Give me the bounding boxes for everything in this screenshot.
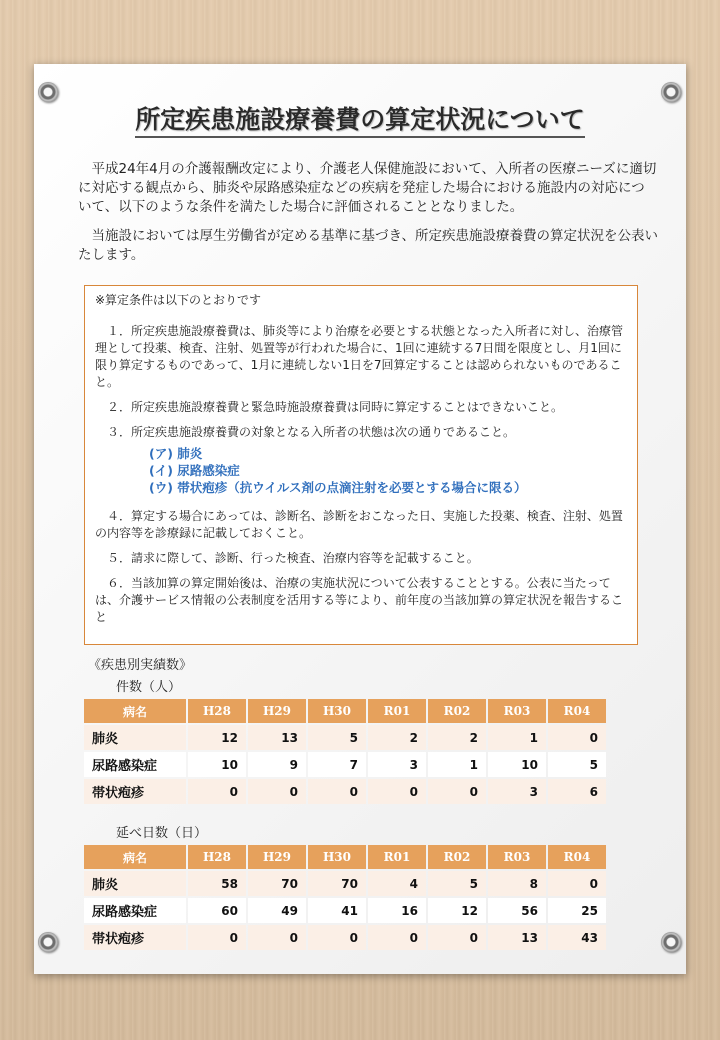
condition-sub-item: (ウ) 帯状疱疹（抗ウイルス剤の点滴注射を必要とする場合に限る） xyxy=(149,480,527,495)
value-cell: 12 xyxy=(428,898,486,923)
pin-icon xyxy=(38,932,58,952)
table-header-row xyxy=(84,699,606,723)
column-header: R04 xyxy=(548,845,606,869)
pin-icon xyxy=(661,82,681,102)
value-cell: 5 xyxy=(428,871,486,896)
value-cell: 70 xyxy=(248,871,306,896)
column-header: H30 xyxy=(308,845,366,869)
column-header: H28 xyxy=(188,699,246,723)
value-cell: 5 xyxy=(548,752,606,777)
condition-sub-list xyxy=(149,445,627,496)
condition-item-2: ２．所定疾患施設療養費と緊急時施設療養費は同時に算定することはできないこと。 xyxy=(107,400,564,414)
table-row xyxy=(84,752,606,777)
column-header: R04 xyxy=(548,699,606,723)
pin-icon xyxy=(38,82,58,102)
value-cell: 13 xyxy=(488,925,546,950)
value-cell: 0 xyxy=(188,925,246,950)
value-cell: 0 xyxy=(308,925,366,950)
column-header: H28 xyxy=(188,845,246,869)
value-cell: 0 xyxy=(428,925,486,950)
condition-sub-item: (イ) 尿路感染症 xyxy=(149,463,240,478)
value-cell: 41 xyxy=(308,898,366,923)
value-cell: 0 xyxy=(428,779,486,804)
value-cell: 1 xyxy=(488,725,546,750)
value-cell: 0 xyxy=(548,725,606,750)
value-cell: 5 xyxy=(308,725,366,750)
value-cell: 49 xyxy=(248,898,306,923)
value-cell: 16 xyxy=(368,898,426,923)
column-header: R01 xyxy=(368,699,426,723)
value-cell: 25 xyxy=(548,898,606,923)
column-header: H30 xyxy=(308,699,366,723)
disease-name-cell: 尿路感染症 xyxy=(84,898,186,923)
column-header: R02 xyxy=(428,699,486,723)
value-cell: 10 xyxy=(188,752,246,777)
value-cell: 0 xyxy=(368,925,426,950)
column-header: 病名 xyxy=(84,845,186,869)
pin-icon xyxy=(661,932,681,952)
conditions-box xyxy=(84,285,638,645)
value-cell: 60 xyxy=(188,898,246,923)
table-row xyxy=(84,779,606,804)
days-table xyxy=(82,843,608,952)
value-cell: 3 xyxy=(488,779,546,804)
column-header: 病名 xyxy=(84,699,186,723)
value-cell: 56 xyxy=(488,898,546,923)
value-cell: 12 xyxy=(188,725,246,750)
table-row xyxy=(84,871,606,896)
value-cell: 2 xyxy=(428,725,486,750)
table-header-row xyxy=(84,845,606,869)
intro-paragraph-1: 平成24年4月の介護報酬改定により、介護老人保健施設において、入所者の医療ニーズに適切に対応する観点から、肺炎や尿路感染症などの疾病を発症した場合における施設内の対応について、以下のような条件を満たした場合に評価されることとなりました。 xyxy=(78,161,657,215)
disease-name-cell: 帯状疱疹 xyxy=(84,779,186,804)
stats-heading: 《疾患別実績数》 xyxy=(88,658,193,673)
value-cell: 58 xyxy=(188,871,246,896)
value-cell: 6 xyxy=(548,779,606,804)
value-cell: 2 xyxy=(368,725,426,750)
condition-item-4: ４．算定する場合にあっては、診断名、診断をおこなった日、実施した投薬、検査、注射、処置の内容等を診療録に記載しておくこと。 xyxy=(95,509,623,540)
value-cell: 0 xyxy=(248,925,306,950)
value-cell: 4 xyxy=(368,871,426,896)
value-cell: 0 xyxy=(368,779,426,804)
cases-table xyxy=(82,697,608,806)
page-title-text: 所定疾患施設療養費の算定状況について xyxy=(135,105,585,138)
value-cell: 43 xyxy=(548,925,606,950)
value-cell: 7 xyxy=(308,752,366,777)
value-cell: 0 xyxy=(248,779,306,804)
value-cell: 0 xyxy=(308,779,366,804)
condition-sub-item: (ア) 肺炎 xyxy=(149,446,203,461)
days-table-caption: 延べ日数（日） xyxy=(116,826,208,841)
page-title xyxy=(0,100,720,136)
value-cell: 3 xyxy=(368,752,426,777)
value-cell: 8 xyxy=(488,871,546,896)
column-header: H29 xyxy=(248,845,306,869)
column-header: R02 xyxy=(428,845,486,869)
value-cell: 13 xyxy=(248,725,306,750)
column-header: R03 xyxy=(488,845,546,869)
value-cell: 0 xyxy=(188,779,246,804)
condition-item-1: １．所定疾患施設療養費は、肺炎等により治療を必要とする状態となった入所者に対し、治療管理として投薬、検査、注射、処置等が行われた場合に、1回に連続する7日間を限度とし、月1回に限り算定するものであって、1月に連続しない1日を7回算定することは認められないものであること。 xyxy=(95,324,624,389)
column-header: R01 xyxy=(368,845,426,869)
table-row xyxy=(84,925,606,950)
disease-name-cell: 肺炎 xyxy=(84,725,186,750)
condition-item-6: ６．当該加算の算定開始後は、治療の実施状況について公表することとする。公表に当たっては、介護サービス情報の公表制度を活用する等により、前年度の当該加算の算定状況を報告すること xyxy=(95,576,624,624)
disease-name-cell: 帯状疱疹 xyxy=(84,925,186,950)
value-cell: 9 xyxy=(248,752,306,777)
intro-text xyxy=(78,160,658,275)
conditions-heading: ※算定条件は以下のとおりです xyxy=(95,293,262,307)
column-header: H29 xyxy=(248,699,306,723)
value-cell: 1 xyxy=(428,752,486,777)
disease-name-cell: 肺炎 xyxy=(84,871,186,896)
table-row xyxy=(84,898,606,923)
condition-item-3: ３．所定疾患施設療養費の対象となる入所者の状態は次の通りであること。 xyxy=(107,425,516,439)
intro-paragraph-2: 当施設においては厚生労働省が定める基準に基づき、所定疾患施設療養費の算定状況を公表いたします。 xyxy=(78,228,658,263)
condition-item-5: ５．請求に際して、診断、行った検査、治療内容等を記載すること。 xyxy=(107,551,479,565)
value-cell: 10 xyxy=(488,752,546,777)
column-header: R03 xyxy=(488,699,546,723)
table-row xyxy=(84,725,606,750)
cases-table-caption: 件数（人） xyxy=(116,680,182,695)
disease-name-cell: 尿路感染症 xyxy=(84,752,186,777)
value-cell: 0 xyxy=(548,871,606,896)
value-cell: 70 xyxy=(308,871,366,896)
